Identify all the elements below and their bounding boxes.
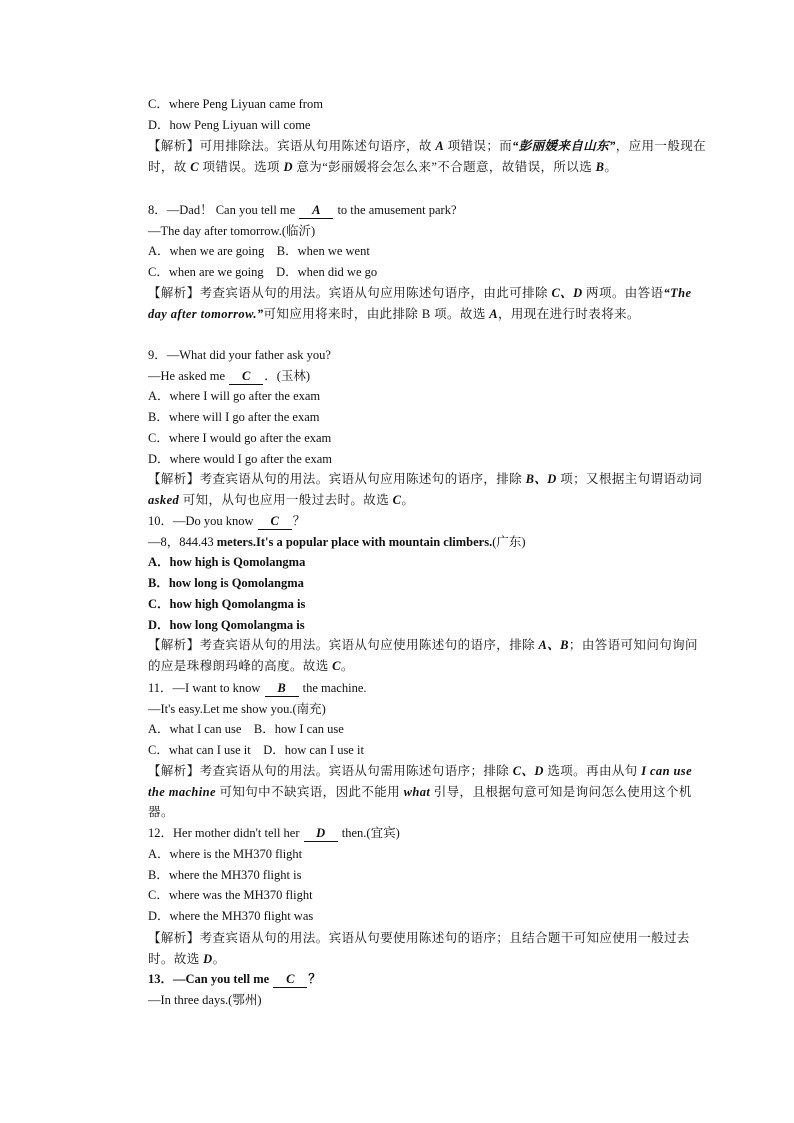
- analysis-text: 意为“彭丽媛将会怎么来”不合题意，故错误，所以选: [292, 159, 596, 174]
- analysis-text: 项错误；而: [444, 139, 513, 153]
- q10-stem: [148, 511, 708, 532]
- analysis-text: ，用现在进行时表将来。: [498, 306, 640, 321]
- analysis-text: 选项。再由从句: [543, 764, 642, 778]
- analysis-text: 考查宾语从句的用法。宾语从句要使用陈述句的语序；且结合题干可知应使用一般过去时。故选: [148, 931, 690, 966]
- reply-text: —He asked me: [148, 369, 229, 383]
- answer-blank: D: [304, 826, 338, 842]
- analysis-text: 可知句中不缺宾语，因此不能用: [215, 784, 404, 799]
- q10-option-a: A．how high is Qomolangma: [148, 555, 306, 569]
- q8-analysis: [148, 283, 708, 324]
- stem-text: then.(宜宾): [338, 826, 400, 840]
- analysis-keyword: C: [332, 658, 341, 673]
- analysis-text: 项；又根据主句谓语动词: [556, 472, 703, 486]
- analysis-tag: 【解析】: [148, 472, 200, 486]
- analysis-text: 考查宾语从句的用法。宾语从句应用陈述句语序，由此可排除: [199, 286, 552, 300]
- analysis-text: ，应用一般现在时，故: [148, 139, 707, 174]
- q13-reply: —In three days.(鄂州): [148, 993, 262, 1007]
- answer-blank: B: [265, 681, 299, 697]
- stem-text: 8．—Dad！ Can you tell me: [148, 203, 299, 217]
- analysis-tag: 【解析】: [148, 286, 200, 300]
- q12-option-a: A．where is the MH370 flight: [148, 847, 303, 861]
- stem-text: the machine.: [299, 681, 367, 695]
- reply-text: —8，844.43: [148, 535, 217, 549]
- analysis-keyword: C: [392, 492, 402, 507]
- q9-option-d: D．where would I go after the exam: [148, 452, 332, 466]
- answer-blank: C: [229, 369, 263, 385]
- stem-text: 12．Her mother didn't tell her: [148, 826, 303, 840]
- analysis-tag: 【解析】: [148, 764, 200, 778]
- analysis-text: 。: [604, 159, 618, 174]
- analysis-text: 项错误。选项: [198, 159, 284, 174]
- q9-option-c: C．where I would go after the exam: [148, 431, 332, 445]
- analysis-keyword: A: [489, 306, 498, 321]
- q8-reply: —The day after tomorrow.(临沂): [148, 224, 316, 238]
- analysis-keyword: “彭丽媛来自山东”: [512, 139, 616, 153]
- q9-stem: 9．—What did your father ask you?: [148, 348, 331, 362]
- stem-text: 13．—Can you tell me: [148, 972, 273, 986]
- answer-blank: C: [258, 514, 292, 530]
- analysis-text: 。: [401, 492, 415, 507]
- analysis-text: 可知应用将来时，由此排除 B 项。故选: [263, 306, 490, 321]
- analysis-keyword: C、D: [512, 764, 544, 778]
- analysis-text: 两项。由答语: [582, 286, 664, 300]
- analysis-text: 可用排除法。宾语从句用陈述句语序，故: [199, 139, 436, 153]
- q11-analysis: [148, 761, 708, 823]
- q12-option-d: D．where the MH370 flight was: [148, 909, 314, 923]
- q10-option-d: D．how long Qomolangma is: [148, 618, 305, 632]
- analysis-keyword: asked: [148, 492, 180, 507]
- analysis-text: 考查宾语从句的用法。宾语从句应使用陈述句的语序，排除: [199, 638, 539, 652]
- analysis-tag: 【解析】: [148, 931, 200, 945]
- analysis-keyword: D: [203, 951, 213, 966]
- analysis-text: 。: [340, 658, 354, 673]
- q9-option-b: B．where will I go after the exam: [148, 410, 320, 424]
- q11-reply: —It's easy.Let me show you.(南充): [148, 702, 326, 716]
- q10-option-c: C．how high Qomolangma is: [148, 597, 306, 611]
- analysis-text: 考查宾语从句的用法。宾语从句需用陈述句语序；排除: [199, 764, 513, 778]
- q8-options-cd: C．when are we going D．when did we go: [148, 265, 378, 279]
- analysis-keyword: C、D: [551, 286, 583, 300]
- analysis-keyword: A、B: [538, 638, 569, 652]
- analysis-text: 引导，且根据句意可知是询问怎么使用这个机器。: [148, 784, 692, 820]
- q10-reply: [148, 532, 708, 553]
- q12-option-b: B．where the MH370 flight is: [148, 868, 302, 882]
- stem-text: 10．—Do you know: [148, 514, 257, 528]
- analysis-keyword: B: [595, 159, 605, 174]
- analysis-tag: 【解析】: [148, 638, 200, 652]
- q11-options-cd: C．what can I use it D．how can I use it: [148, 743, 364, 757]
- stem-text: to the amusement park?: [334, 203, 457, 217]
- q13-stem: [148, 969, 708, 990]
- analysis-tag: 【解析】: [148, 139, 200, 153]
- stem-text: ？: [292, 514, 306, 528]
- q9-option-a: A．where I will go after the exam: [148, 389, 321, 403]
- q8-stem: [148, 200, 708, 221]
- q9-reply: [148, 366, 708, 387]
- analysis-keyword: “The day after tomorrow.”: [148, 286, 692, 321]
- analysis-keyword: B、D: [525, 472, 557, 486]
- analysis-text: 考查宾语从句的用法。宾语从句应用陈述句的语序，排除: [199, 472, 526, 486]
- reply-source: (广东): [492, 535, 526, 549]
- answer-blank: A: [299, 203, 333, 219]
- analysis-keyword: what: [403, 784, 431, 799]
- q9-analysis: [148, 469, 708, 510]
- q12-stem: [148, 823, 708, 844]
- analysis-keyword: A: [435, 139, 445, 153]
- q11-stem: [148, 678, 708, 699]
- q11-options-ab: A．what I can use B．how I can use: [148, 722, 344, 736]
- q7-option-c: C．where Peng Liyuan came from: [148, 97, 323, 111]
- reply-text: ．(玉林): [264, 369, 311, 383]
- q12-analysis: [148, 928, 708, 969]
- q7-option-d: D．how Peng Liyuan will come: [148, 118, 311, 132]
- q12-option-c: C．where was the MH370 flight: [148, 888, 313, 902]
- analysis-text: 。: [212, 951, 226, 966]
- analysis-keyword: D: [283, 159, 293, 174]
- analysis-keyword: I can use the machine: [148, 764, 693, 799]
- stem-text: ？: [308, 972, 321, 986]
- reply-text-bold: meters.It's a popular place with mountain climbers.: [216, 535, 493, 549]
- analysis-text: 可知，从句也应用一般过去时。故选: [179, 492, 393, 507]
- analysis-text: ；由答语可知问句询问的应是珠穆朗玛峰的高度。故选: [148, 638, 698, 673]
- q8-options-ab: A．when we are going B．when we went: [148, 244, 370, 258]
- q10-option-b: B．how long is Qomolangma: [148, 576, 304, 590]
- analysis-keyword: C: [190, 159, 199, 174]
- q10-analysis: [148, 635, 708, 676]
- stem-text: 11．—I want to know: [148, 681, 264, 695]
- q7-analysis: [148, 136, 708, 177]
- answer-blank: C: [273, 972, 307, 988]
